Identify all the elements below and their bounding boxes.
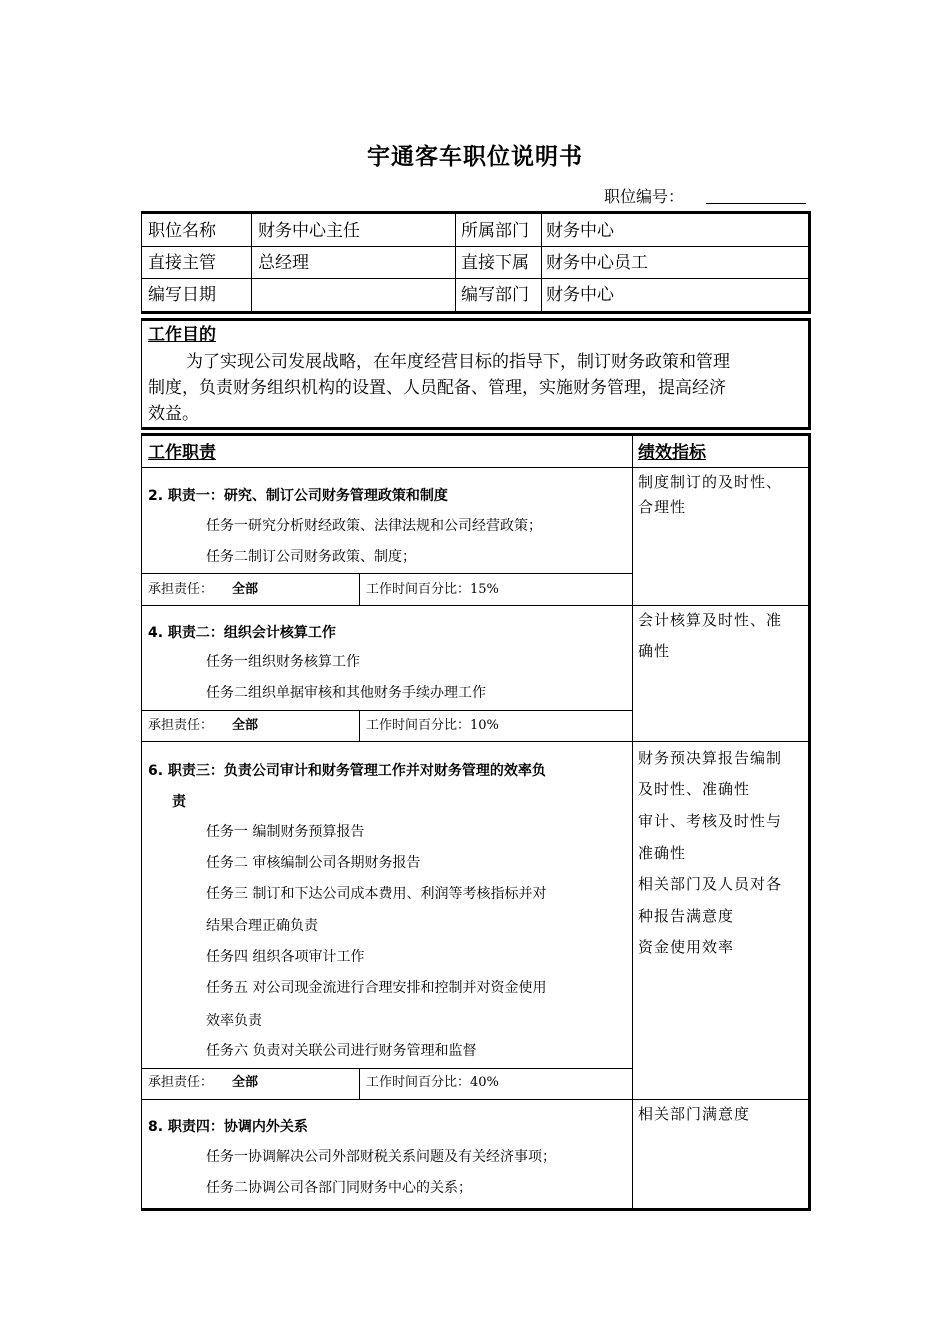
document-title: 宇通客车职位说明书 xyxy=(367,144,583,170)
duty-1-resp-label: 承担责任： xyxy=(148,582,214,597)
duty-3-kpi-3: 审计、考核及时性与 xyxy=(638,812,783,830)
duty-2-kpi-1: 会计核算及时性、准 xyxy=(638,611,783,629)
duty-3-task-4: 任务四 组织各项审计工作 xyxy=(206,949,365,965)
duty-4-title: 8. 职责四：协调内外关系 xyxy=(148,1119,308,1135)
duty-2-resp-label: 承担责任： xyxy=(148,718,214,733)
duty-3-task-3: 任务三 制订和下达公司成本费用、利润等考核指标并对 xyxy=(206,886,547,902)
purpose-heading: 工作目的 xyxy=(148,325,216,345)
kpi-heading: 绩效指标 xyxy=(638,443,706,463)
label-position-name: 职位名称 xyxy=(148,221,216,241)
duty-3-title: 6. 职责三：负责公司审计和财务管理工作并对财务管理的效率负 xyxy=(148,763,546,779)
label-subordinates: 直接下属 xyxy=(461,253,529,273)
duty-4-kpi-1: 相关部门满意度 xyxy=(638,1105,751,1123)
duty-3-kpi-5: 相关部门及人员对各 xyxy=(638,875,783,893)
duty-3-task-2: 任务二 审核编制公司各期财务报告 xyxy=(206,855,421,871)
duties-heading: 工作职责 xyxy=(148,443,216,463)
duty-3-task-5-cont: 效率负责 xyxy=(206,1013,262,1029)
position-number-label: 职位编号： xyxy=(604,187,685,206)
duty-3-task-3-cont: 结果合理正确负责 xyxy=(206,918,318,934)
value-writing-dept: 财务中心 xyxy=(546,285,614,305)
duty-4-task-1: 任务一协调解决公司外部财税关系问题及有关经济事项； xyxy=(206,1149,556,1165)
duty-4-task-2: 任务二协调公司各部门同财务中心的关系； xyxy=(206,1180,472,1196)
value-position-name: 财务中心主任 xyxy=(258,221,360,241)
duty-1-kpi-2: 合理性 xyxy=(638,498,687,516)
duty-3-task-5: 任务五 对公司现金流进行合理安排和控制并对资金使用 xyxy=(206,980,547,996)
duty-3-resp-label: 承担责任： xyxy=(148,1075,214,1090)
duty-3-resp-value: 全部 xyxy=(232,1075,259,1090)
duty-3-title-cont: 责 xyxy=(172,794,186,810)
label-writing-dept: 编写部门 xyxy=(461,285,529,305)
value-department: 财务中心 xyxy=(546,221,614,241)
duty-3-task-1: 任务一 编制财务预算报告 xyxy=(206,824,365,840)
duty-1-resp-value: 全部 xyxy=(232,582,259,597)
label-department: 所属部门 xyxy=(461,221,529,241)
purpose-line-3: 效益。 xyxy=(148,404,199,424)
duty-2-task-2: 任务二组织单据审核和其他财务手续办理工作 xyxy=(206,685,486,701)
duty-2-resp-value: 全部 xyxy=(232,718,259,733)
label-supervisor: 直接主管 xyxy=(148,253,216,273)
duty-2-title: 4. 职责二：组织会计核算工作 xyxy=(148,625,336,641)
value-subordinates: 财务中心员工 xyxy=(546,253,648,273)
duty-3-kpi-7: 资金使用效率 xyxy=(638,938,735,956)
duty-3-kpi-1: 财务预决算报告编制 xyxy=(638,749,783,767)
duty-2-kpi-2: 确性 xyxy=(638,642,671,660)
duty-3-kpi-6: 种报告满意度 xyxy=(638,907,735,925)
label-date: 编写日期 xyxy=(148,285,216,305)
duty-3-time: 工作时间百分比：40% xyxy=(366,1075,499,1090)
value-supervisor: 总经理 xyxy=(258,253,309,273)
duty-1-title: 2. 职责一：研究、制订公司财务管理政策和制度 xyxy=(148,488,448,504)
position-number-field[interactable] xyxy=(706,203,806,204)
duty-1-kpi-1: 制度制订的及时性、 xyxy=(638,473,783,491)
duty-1-time: 工作时间百分比：15% xyxy=(366,582,499,597)
purpose-line-2: 制度，负责财务组织机构的设置、人员配备、管理，实施财务管理，提高经济 xyxy=(148,378,726,398)
duty-3-kpi-2: 及时性、准确性 xyxy=(638,780,751,798)
duty-3-kpi-4: 准确性 xyxy=(638,844,687,862)
purpose-line-1: 为了实现公司发展战略，在年度经营目标的指导下，制订财务政策和管理 xyxy=(186,352,730,372)
duty-3-task-6: 任务六 负责对关联公司进行财务管理和监督 xyxy=(206,1043,477,1059)
duty-1-task-1: 任务一研究分析财经政策、法律法规和公司经营政策； xyxy=(206,518,542,534)
duty-2-task-1: 任务一组织财务核算工作 xyxy=(206,654,360,670)
duty-1-task-2: 任务二制订公司财务政策、制度； xyxy=(206,549,416,565)
duty-2-time: 工作时间百分比：10% xyxy=(366,718,499,733)
